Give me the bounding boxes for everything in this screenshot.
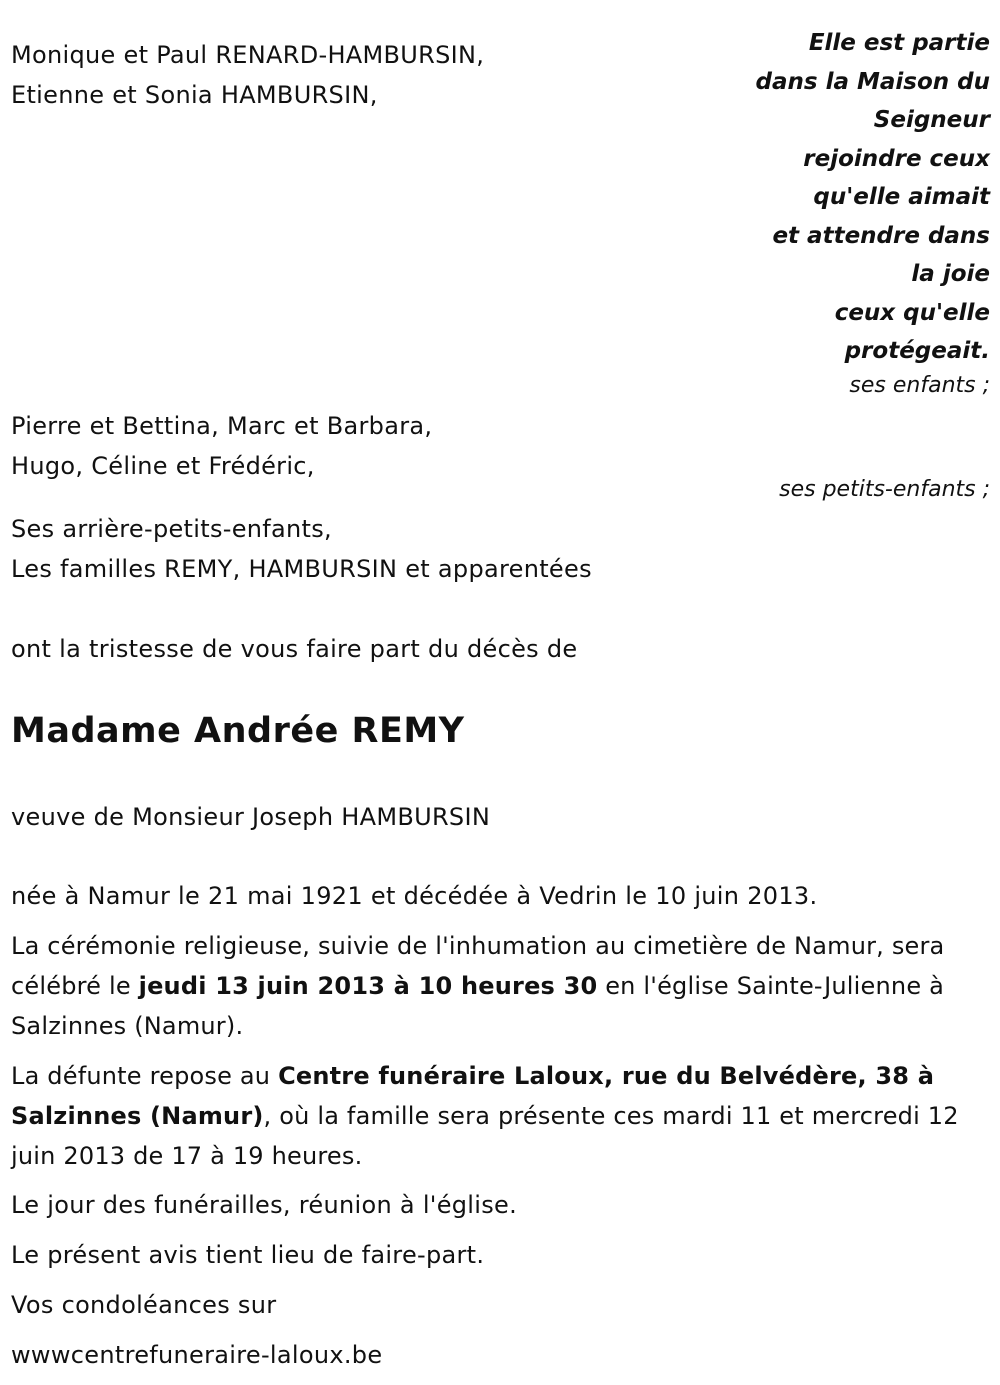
others-line-2: Les familles REMY, HAMBURSIN et apparentées	[11, 555, 592, 583]
poem-quote	[670, 24, 990, 371]
notice: Le présent avis tient lieu de faire-part.	[11, 1241, 485, 1269]
role-grandchildren: ses petits-enfants ;	[779, 477, 990, 502]
ceremony-location: en l'église Sainte-Julienne à Salzinnes (Namur).	[11, 972, 945, 1040]
repose-address: Centre funéraire Laloux, rue du Belvédère, 38 à Salzinnes (Namur)	[11, 1062, 935, 1130]
others-line-1: Ses arrière-petits-enfants,	[11, 515, 332, 543]
poem-line: protégeait.	[844, 338, 990, 364]
repose-hours: , où la famille sera présente ces mardi 11 et mercredi 12 juin 2013 de 17 à 19 heures.	[11, 1102, 959, 1170]
grandchildren-line-2: Hugo, Céline et Frédéric,	[11, 452, 315, 480]
family-line-2: Etienne et Sonia HAMBURSIN,	[11, 81, 378, 109]
repose-paragraph	[11, 1056, 986, 1176]
poem-line: Elle est partie	[808, 30, 990, 56]
poem-line: qu'elle aimait	[813, 184, 990, 210]
ceremony-paragraph	[11, 926, 986, 1046]
poem-line: ceux qu'elle	[834, 299, 990, 326]
role-children: ses enfants ;	[849, 373, 990, 398]
widow-of: veuve de Monsieur Joseph HAMBURSIN	[11, 803, 491, 831]
poem-line: rejoindre ceux	[803, 145, 990, 172]
birth-death: née à Namur le 21 mai 1921 et décédée à Vedrin le 10 juin 2013.	[11, 882, 818, 910]
announcement: ont la tristesse de vous faire part du décès de	[11, 635, 578, 663]
condolences-label: Vos condoléances sur	[11, 1291, 277, 1319]
family-line-1: Monique et Paul RENARD-HAMBURSIN,	[11, 41, 485, 69]
funeral-day: Le jour des funérailles, réunion à l'église.	[11, 1191, 518, 1219]
deceased-name: Madame Andrée REMY	[11, 711, 465, 751]
poem-line: Seigneur	[873, 107, 990, 133]
grandchildren-line-1: Pierre et Bettina, Marc et Barbara,	[11, 412, 433, 440]
repose-text: La défunte repose au	[11, 1062, 279, 1090]
website-link[interactable]: wwwcentrefuneraire-laloux.be	[11, 1341, 383, 1369]
poem-line: la joie	[911, 261, 990, 287]
ceremony-text: La cérémonie religieuse, suivie de l'inhumation au cimetière de Namur, sera célébré le	[11, 932, 945, 1000]
poem-line: et attendre dans	[772, 222, 990, 249]
ceremony-datetime: jeudi 13 juin 2013 à 10 heures 30	[138, 972, 598, 1000]
poem-line: dans la Maison du	[755, 68, 990, 95]
